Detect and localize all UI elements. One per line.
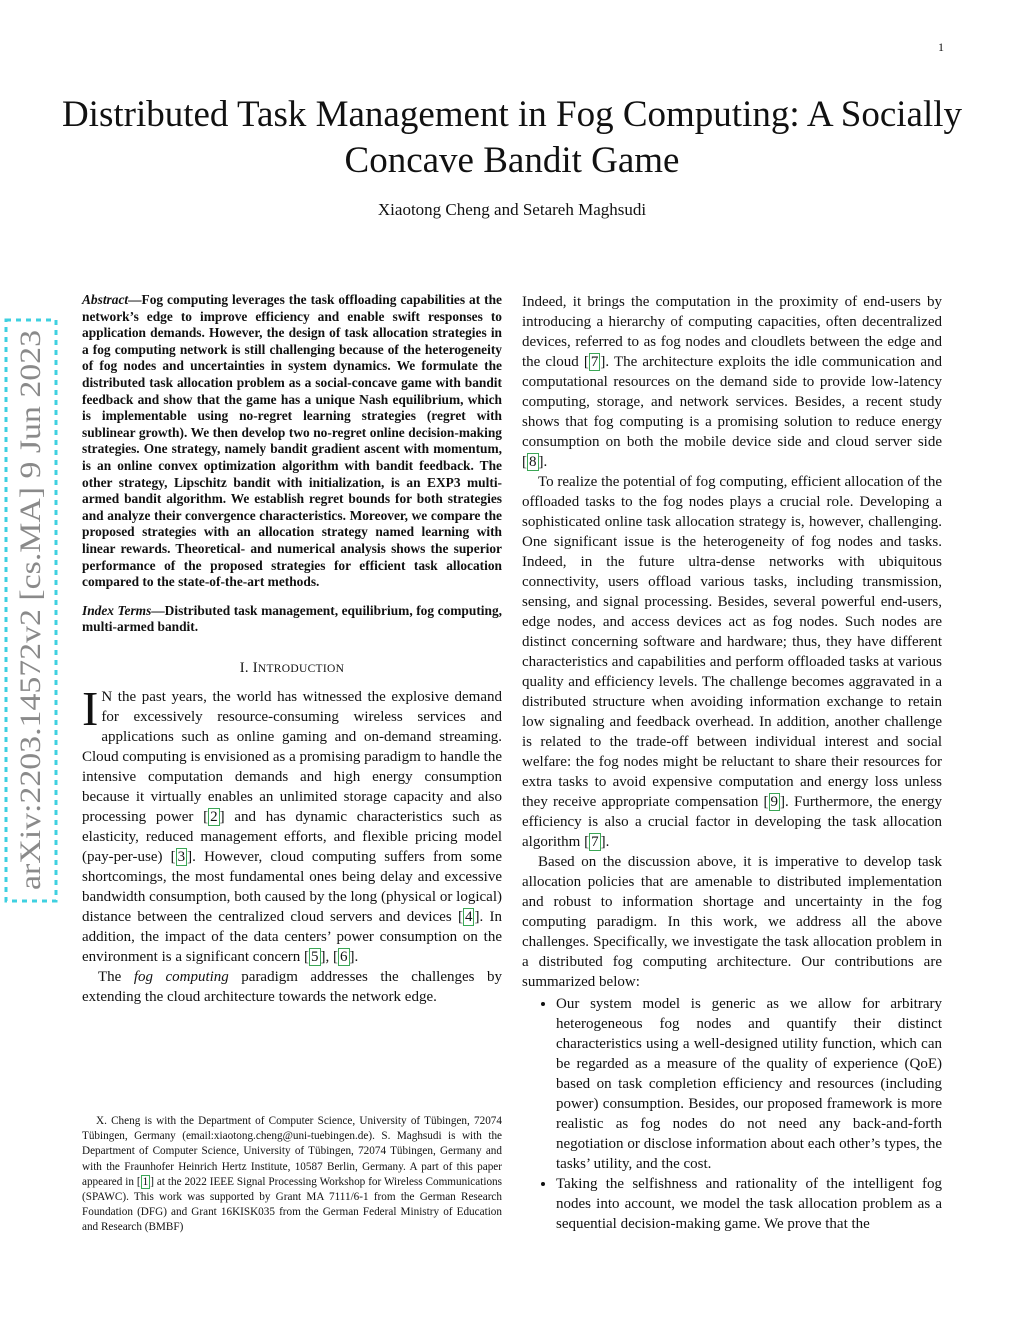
page-number: 1: [938, 40, 944, 54]
index-terms-text: —Distributed task management, equilibrium, fog computing, multi-armed bandit.: [82, 602, 502, 635]
list-item: • Taking the selfishness and rationality of the intelligent fog nodes into account, we model the task allocation problem as a sequential decision-making game. We prove that the: [556, 1174, 942, 1234]
drop-cap: I: [82, 680, 99, 736]
citation-link[interactable]: 4: [464, 908, 473, 925]
citation-link[interactable]: 7: [591, 834, 599, 850]
right-paragraph-1: Indeed, it brings the computation in the proximity of end-users by introducing a hierarchy of computing capacities, often decentralized devices, referred to as fog nodes and cloudlets between the edge and the cloud [ 7 ]. The architecture exploits the idle communication and computational resources on the demand side to provide low-latency computing, storage, and network services. Besides, a recent study shows that fog computing is a promising solution to reduce energy consumption on both the mobile device side and cloud server side [ 8 ].: [522, 294, 942, 470]
intro-paragraph-2: The fog computing paradigm addresses the challenges by extending the cloud architecture towards the network edge.: [82, 968, 502, 1005]
right-column: [522, 292, 942, 1234]
intro-paragraph-1: I N the past years, the world has witnessed the explosive demand for excessively resource-consuming wireless services and applications such as online gaming and on-demand streaming. Cloud computing is envisioned as a promising paradigm to handle the intensive computation demands and high energy consumption because it virtually enables an unlimited storage capacity and also processing power [ 2 ] and has dynamic characteristics such as elasticity, reduced management efforts, and flexible pricing model (pay-per-use) [ 3 ]. However, cloud computing suffers from some shortcomings, the most fundamental ones being delay and excessive bandwidth consumption, both caused by the long (physical or logical) distance between the centralized cloud servers and devices [ 4 ]. In addition, the impact of the data centers’ power consumption on the environment is a significant concern [ 5 ], [ 6 ].: [82, 680, 503, 965]
citation-link[interactable]: 9: [770, 794, 779, 810]
citation-link[interactable]: 3: [177, 848, 186, 865]
citation-link[interactable]: 2: [210, 808, 218, 825]
right-paragraph-2: To realize the potential of fog computing, efficient allocation of the offloaded tasks to the fog nodes plays a crucial role. Developing a sophisticated online task allocation strategy is, however, challenging. One significant issue is the heterogeneity of fog nodes and tasks. Indeed, in the future ultra-dense networks with ubiquitous connectivity, users offload various tasks, including transmission, sensing, and signal processing. Besides, several powerful end-users, edge nodes, and access devices act as fog nodes. Such nodes are distinct concerning software and hardware; thus, they have different characteristics and capabilities and perform offloaded tasks at various quality and efficiency levels. The challenge becomes aggravated in a distributed structure when avoiding information exchange to retain low signaling and feedback overhead. In addition, another challenge is related to the trade-off between individual interest and social welfare: the fog nodes might be reluctant to share their resources for extra tasks to avoid expensive computation and energy loss unless they receive appropriate compensation [ 9 ]. Furthermore, the energy efficiency is also a crucial factor in developing the task allocation algorithm [ 7 ].: [522, 474, 942, 850]
arxiv-stamp: [4, 318, 58, 903]
citation-link[interactable]: 6: [340, 948, 348, 965]
index-terms: [82, 603, 502, 636]
paper-title: Distributed Task Management in Fog Computing: A Socially Concave Bandit Game: [61, 94, 963, 181]
right-paragraph-3: Based on the discussion above, it is imperative to develop task allocation policies that are amenable to distributed implementation and robust to information shortage and uncertainty in the fog computing paradigm. In this work, we address all the above challenges. Specifically, we investigate the task allocation problem in a distributed fog computing architecture. Our contributions are summarized below:: [522, 854, 942, 990]
list-item: • Our system model is generic as we allow for arbitrary heterogeneous fog nodes and quantify their distinct characteristics using a well-designed utility function, which can be regarded as a measure of the quality of experience (QoE) based on task completion efficiency and resources (including power) consumption. Besides, our proposed framework is more realistic as fog nodes do not need any back-and-forth negotiation or disclose information about each other’s types, the tasks’ utility, and the cost.: [556, 994, 942, 1174]
citation-link[interactable]: 5: [311, 948, 319, 965]
contributions-list: [522, 994, 942, 1234]
abstract: [82, 292, 502, 591]
arxiv-identifier: arXiv:2203.14572v2 [cs.MA] 9 Jun 2023: [14, 393, 47, 890]
citation-link[interactable]: 1: [142, 1175, 149, 1188]
left-column: [82, 292, 502, 1007]
authors: Xiaotong Cheng and Setareh Maghsudi: [377, 200, 647, 219]
section-heading: I. INTRODUCTION: [239, 659, 345, 676]
index-terms-label: Index Terms: [82, 602, 152, 618]
footnote: X. Cheng is with the Department of Computer Science, University of Tübingen, 72074 Tübingen, Germany (email:xiaotong.cheng@uni-tuebingen.de). S. Maghsudi is with the Department of Computer Science, University of Tübingen, 72074 Tübingen, Germany and with the Fraunhofer Heinrich Hertz Institute, 10587 Berlin, Germany. A part of this paper appeared in [ 1 ] at the 2022 IEEE Signal Processing Workshop for Wireless Communications (SPAWC). This work was supported by Grant MA 7111/6-1 from the German Research Foundation (DFG) and Grant 16KISK035 from the German Federal Ministry of Education and Research (BMBF): [82, 1115, 502, 1234]
citation-link[interactable]: 8: [529, 454, 537, 470]
citation-link[interactable]: 7: [590, 354, 599, 370]
abstract-label: Abstract: [82, 292, 129, 307]
abstract-text: —Fog computing leverages the task offloading capabilities at the network’s edge to improve efficiency and enable swift responses to application demands. However, the design of task allocation strategies in a fog computing network is still challenging because of the heterogeneity of fog nodes and uncertainties in system dynamics. We formulate the distributed task allocation problem as a social-concave game with bandit feedback and show that the game has a unique Nash equilibrium, which is implementable using no-regret learning strategies (regret with sublinear growth). We then develop two no-regret online decision-making strategies. One strategy, namely bandit gradient ascent with momentum, is an online convex optimization algorithm with bandit feedback. The other strategy, Lipschitz bandit with initialization, is an EXP3 multi-armed bandit algorithm. We establish regret bounds for both strategies and analyze their convergence characteristics. Moreover, we compare the proposed strategies with an allocation strategy named learning with linear rewards. Theoretical- and numerical analysis shows the superior performance of the proposed strategies for efficient task allocation compared to the state-of-the-art methods.: [82, 292, 502, 590]
